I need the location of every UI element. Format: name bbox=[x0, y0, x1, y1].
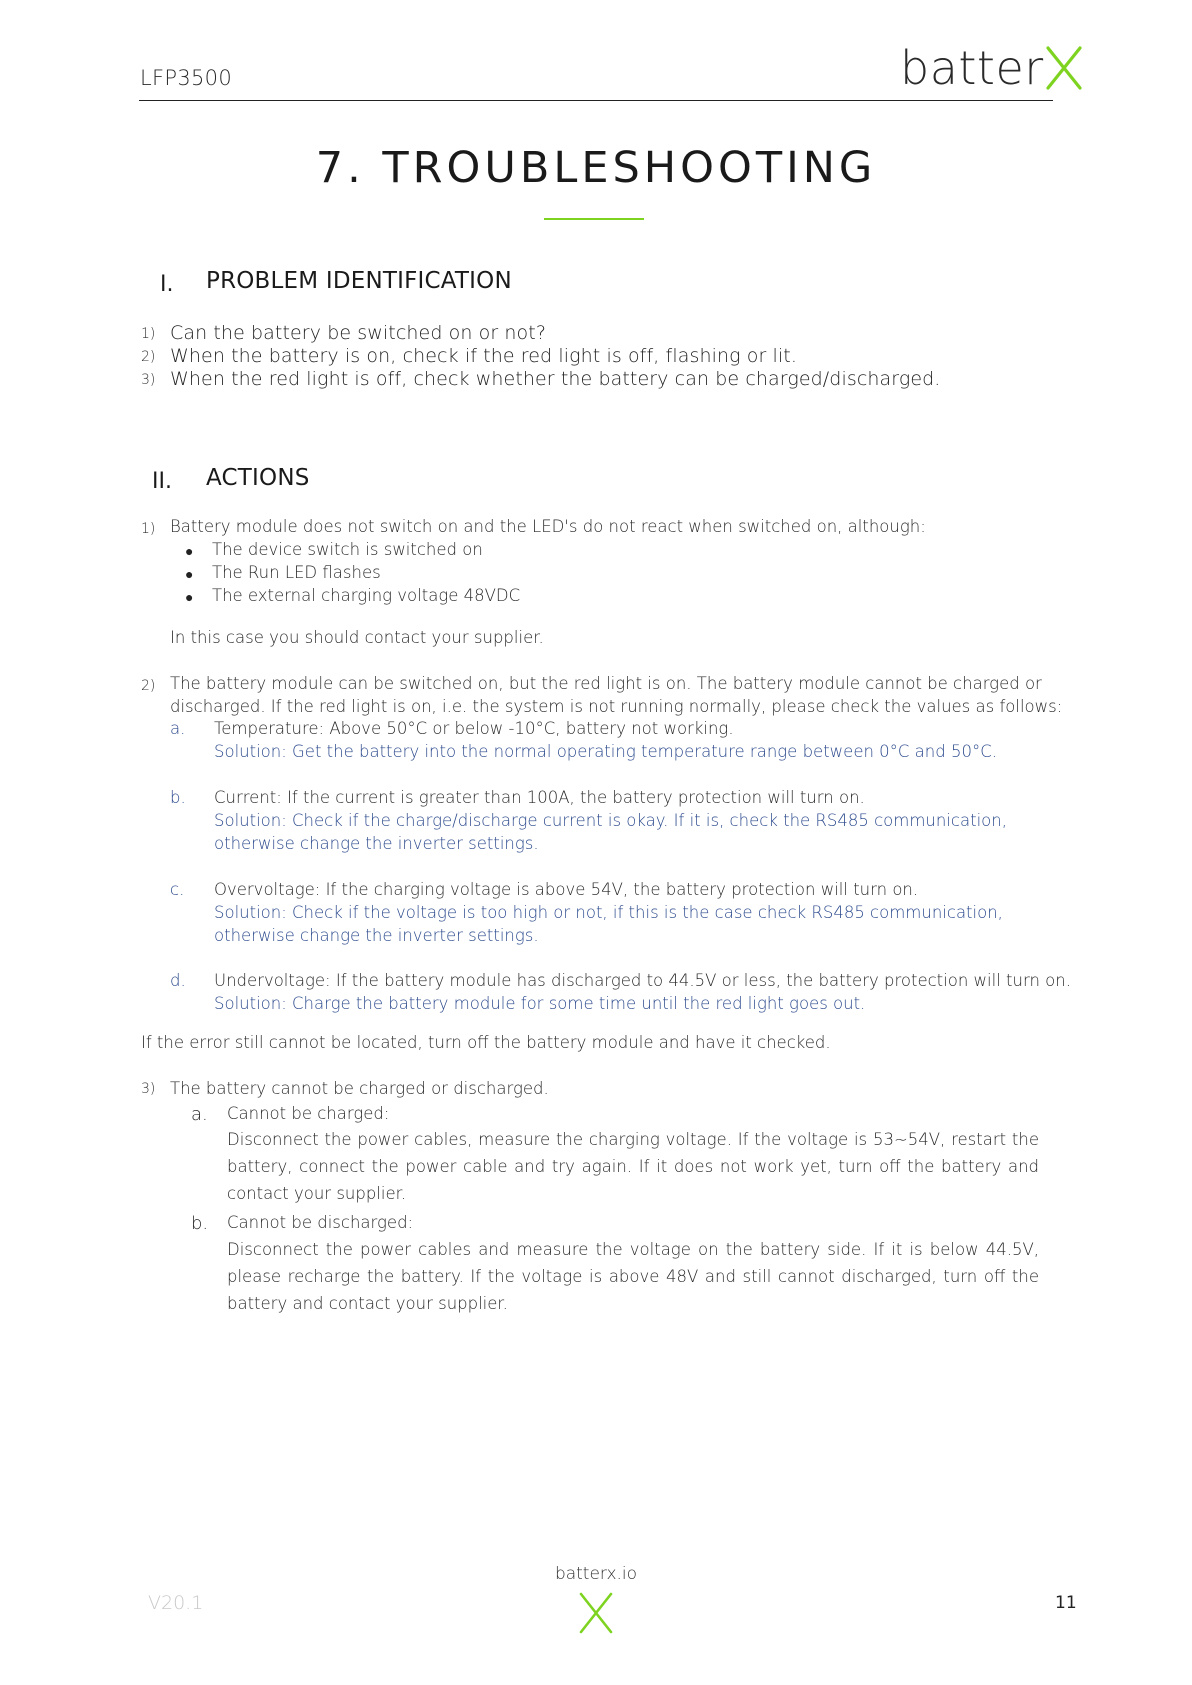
case-solution: Solution: Charge the battery module for some time until the red light goes out. bbox=[214, 994, 866, 1013]
list-item: Can the battery be switched on or not? bbox=[170, 322, 547, 344]
bullet-icon: ● bbox=[185, 544, 194, 560]
action-2-footer-note: If the error still cannot be located, turn off the battery module and have it checked. bbox=[141, 1033, 831, 1052]
case-letter: c. bbox=[170, 880, 185, 899]
sub-body: Disconnect the power cables and measure the voltage on the battery side. If it is below 44.5V, please recharge the battery. If the voltage is above 48V and still cannot discharged, turn off the battery and contact your supplier. bbox=[227, 1240, 1039, 1313]
list-number: 2) bbox=[141, 678, 156, 694]
section-1-title: PROBLEM IDENTIFICATION bbox=[206, 268, 512, 294]
action-3-text: The battery cannot be charged or discharged. bbox=[170, 1079, 549, 1098]
case-letter: d. bbox=[170, 971, 186, 990]
case-solution: Solution: Check if the charge/discharge current is okay. If it is, check the RS485 communication, bbox=[214, 811, 1007, 830]
section-1-number: I. bbox=[160, 272, 174, 297]
bullet-icon: ● bbox=[185, 590, 194, 606]
footer-website: batterx.io bbox=[554, 1564, 638, 1584]
sub-title: Cannot be discharged: bbox=[227, 1213, 414, 1232]
action-1-note: In this case you should contact your supplier. bbox=[170, 628, 544, 647]
case-text: Overvoltage: If the charging voltage is above 54V, the battery protection will turn on. bbox=[214, 880, 919, 899]
logo-x-icon bbox=[1044, 44, 1084, 92]
list-number: 1) bbox=[141, 521, 156, 537]
footer-version: V20.1 bbox=[148, 1592, 204, 1614]
page-number: 11 bbox=[1055, 1593, 1077, 1613]
case-text: Current: If the current is greater than 100A, the battery protection will turn on. bbox=[214, 788, 865, 807]
title-accent-line bbox=[544, 218, 644, 220]
list-item: When the battery is on, check if the red light is off, flashing or lit. bbox=[170, 345, 797, 367]
list-number: 3) bbox=[141, 1081, 156, 1097]
sub-letter: b. bbox=[191, 1213, 209, 1234]
case-solution: Solution: Get the battery into the normal operating temperature range between 0°C and 50°C. bbox=[214, 742, 997, 761]
section-2-number: II. bbox=[152, 469, 172, 494]
case-text: Undervoltage: If the battery module has discharged to 44.5V or less, the battery protection will turn on. bbox=[214, 971, 1071, 990]
sub-letter: a. bbox=[191, 1104, 208, 1125]
case-letter: b. bbox=[170, 788, 186, 807]
list-number: 1) bbox=[141, 326, 156, 342]
bullet-item: The Run LED flashes bbox=[212, 563, 381, 582]
header-divider bbox=[139, 100, 1053, 101]
case-letter: a. bbox=[170, 719, 186, 738]
document-code: LFP3500 bbox=[140, 66, 232, 90]
case-text: Temperature: Above 50°C or below -10°C, battery not working. bbox=[214, 719, 734, 738]
action-1-text: Battery module does not switch on and the LED's do not react when switched on, although: bbox=[170, 517, 926, 536]
case-solution: Solution: Check if the voltage is too high or not, if this is the case check RS485 communication, bbox=[214, 903, 1003, 922]
action-2-line-2: discharged. If the red light is on, i.e. the system is not running normally, please check the values as follows: bbox=[170, 697, 1063, 716]
case-solution: otherwise change the inverter settings. bbox=[214, 834, 539, 853]
list-number: 2) bbox=[141, 349, 156, 365]
bullet-item: The external charging voltage 48VDC bbox=[212, 586, 521, 605]
section-2-title: ACTIONS bbox=[206, 465, 310, 491]
bullet-icon: ● bbox=[185, 567, 194, 583]
sub-body: Disconnect the power cables, measure the charging voltage. If the voltage is 53~54V, restart the battery, connect the power cable and try again. If it does not work yet, turn off the battery and contact your supplier. bbox=[227, 1130, 1039, 1203]
action-2-line-1: The battery module can be switched on, but the red light is on. The battery module cannot be charged or bbox=[170, 674, 1042, 693]
page-title: 7. TROUBLESHOOTING bbox=[315, 143, 877, 193]
sub-title: Cannot be charged: bbox=[227, 1104, 390, 1123]
list-number: 3) bbox=[141, 372, 156, 388]
logo-wordmark: batter bbox=[900, 41, 1044, 95]
batterx-x-icon bbox=[578, 1591, 614, 1639]
case-solution: otherwise change the inverter settings. bbox=[214, 926, 539, 945]
bullet-item: The device switch is switched on bbox=[212, 540, 483, 559]
list-item: When the red light is off, check whether the battery can be charged/discharged. bbox=[170, 368, 941, 390]
batterx-logo bbox=[900, 41, 1084, 95]
